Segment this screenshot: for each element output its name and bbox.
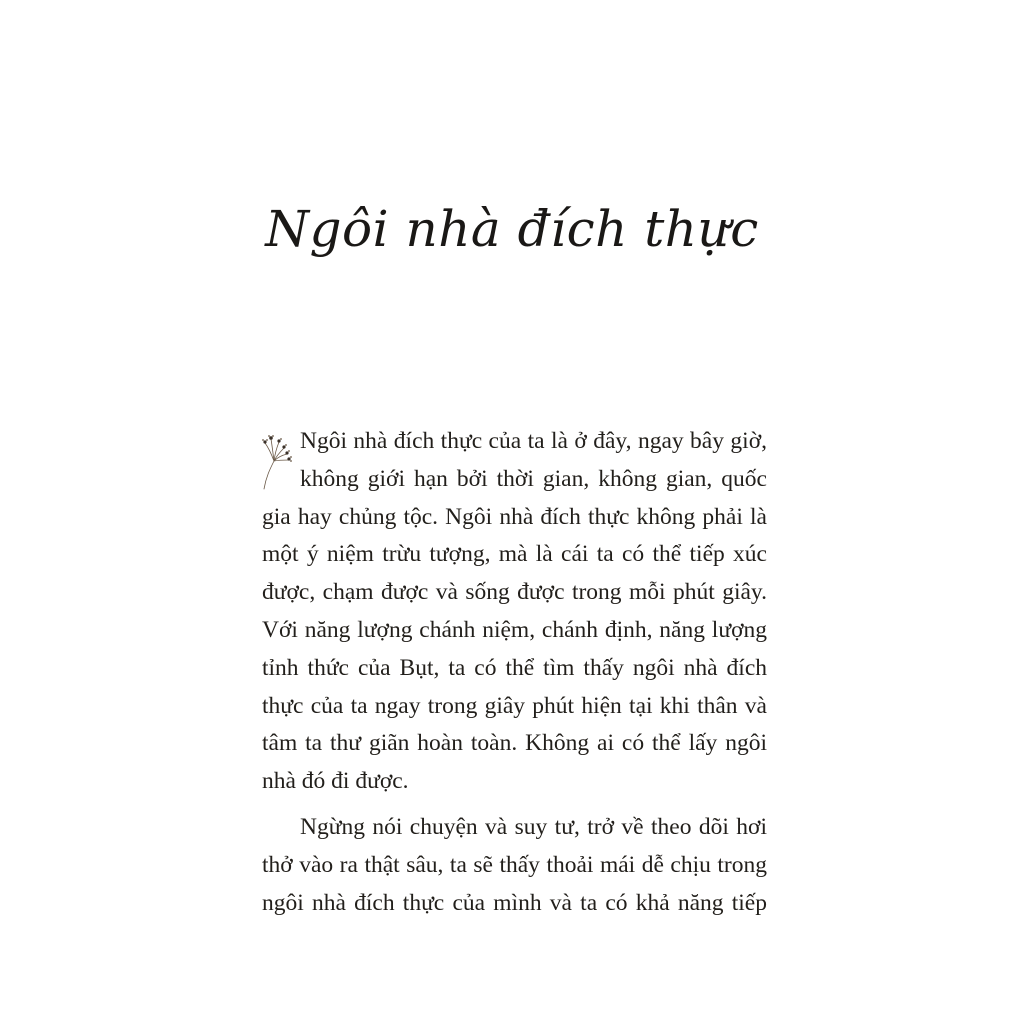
text-line: ngôi nhà đích thực của mình và ta có khả năng tiếp [262, 889, 767, 916]
paragraph [262, 423, 767, 801]
text-line: không giới hạn bởi thời gian, không gian, quốc [300, 465, 767, 492]
text-line: Ngừng nói chuyện và suy tư, trở về theo dõi hơi [300, 813, 767, 840]
text-line: Với năng lượng chánh niệm, chánh định, năng lượng [262, 616, 767, 643]
text-line: gia hay chủng tộc. Ngôi nhà đích thực không phải là [262, 503, 767, 530]
chapter-title: Ngôi nhà đích thực [265, 200, 759, 258]
text-line: thực của ta ngay trong giây phút hiện tại khi thân và [262, 692, 767, 719]
text-line: Ngôi nhà đích thực của ta là ở đây, ngay bây giờ, [300, 428, 767, 454]
paragraph [262, 809, 767, 922]
text-line: một ý niệm trừu tượng, mà là cái ta có thể tiếp xúc [262, 541, 767, 568]
text-line: thở vào ra thật sâu, ta sẽ thấy thoải mái dễ chịu trong [262, 851, 767, 878]
text-line: nhà đó đi được. [262, 768, 409, 795]
text-line: được, chạm được và sống được trong mỗi phút giây. [262, 579, 767, 606]
body-text [262, 423, 767, 922]
text-line: tỉnh thức của Bụt, ta có thể tìm thấy ngôi nhà đích [262, 654, 767, 681]
text-line: tâm ta thư giãn hoàn toàn. Không ai có thể lấy ngôi [262, 730, 767, 757]
